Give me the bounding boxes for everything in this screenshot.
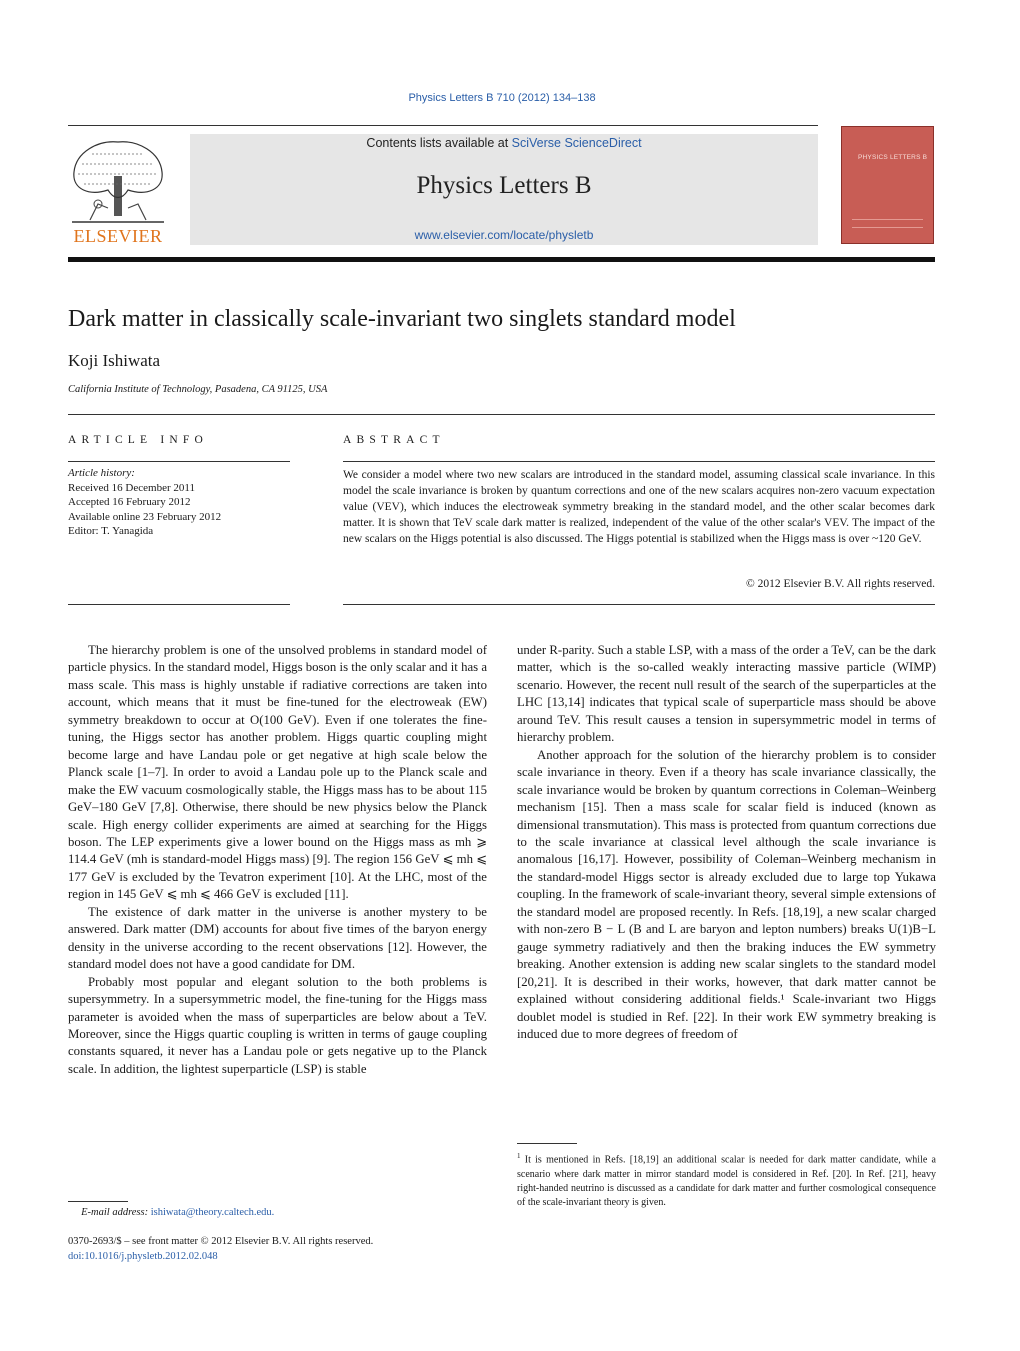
journal-cover-thumbnail[interactable] — [841, 126, 934, 244]
abstract-copyright: © 2012 Elsevier B.V. All rights reserved. — [746, 578, 935, 590]
editor: Editor: T. Yanagida — [68, 525, 154, 537]
issn-line: 0370-2693/$ – see front matter © 2012 Elsevier B.V. All rights reserved. — [68, 1236, 374, 1247]
email-rule — [68, 1201, 128, 1202]
elsevier-logo[interactable] — [68, 134, 168, 246]
contents-prefix: Contents lists available at — [366, 136, 512, 150]
abstract-top-rule — [343, 461, 935, 462]
author-affiliation: California Institute of Technology, Pasadena, CA 91125, USA — [68, 384, 328, 395]
contents-line — [190, 136, 818, 150]
doi-link[interactable]: doi:10.1016/j.physletb.2012.02.048 — [68, 1251, 218, 1262]
abstract-heading: ABSTRACT — [343, 434, 445, 446]
article-title: Dark matter in classically scale-invariant two singlets standard model — [68, 306, 736, 332]
cover-rule — [852, 227, 923, 228]
article-info-heading: ARTICLE INFO — [68, 434, 208, 446]
corresponding-email — [68, 1207, 274, 1218]
body-paragraph: The existence of dark matter in the universe is another mystery to be answered. Dark matter (DM) accounts for about five times of the baryon energy density in the universe according to the recent observations [12]. However, the standard model does not have a good candidate for DM. — [68, 904, 487, 972]
footnote-mark: 1 — [517, 1152, 521, 1160]
body-paragraph: The hierarchy problem is one of the unsolved problems in standard model of particle physics. In the standard model, Higgs boson is the only scalar and it has a mass scale. This mass is highly unstable if radiative corrections are taken into account, which means that it must be fine-tuned for the electroweak (EW) symmetry breakdown to occur at O(100 GeV). Even if one tolerates the fine-tuning, the Higgs sector has another problem. Higgs quartic coupling might become large and have Landau pole or get negative at high scale below the Planck scale [1–7]. In order to avoid a Landau pole up to the Planck scale and make the EW vacuum cosmologically stable, the Higgs mass has to be about 115 GeV–180 GeV [7,8]. Otherwise, there should be new physics below the Planck scale. High energy collider experiments are aimed at searching for the Higgs boson. The LEP experiments give a lower bound on the Higgs mass as mh ⩾ 114.4 GeV (mh is standard-model Higgs mass) [9]. The region 156 GeV ⩽ mh ⩽ 177 GeV is excluded by the Tevatron experiment [10]. At the LHC, most of the region in 145 GeV ⩽ mh ⩽ 466 GeV is excluded [11]. — [68, 643, 488, 902]
journal-title: Physics Letters B — [416, 172, 592, 199]
received-date: Received 16 December 2011 — [68, 481, 195, 494]
sciencedirect-link[interactable]: SciVerse ScienceDirect — [511, 136, 642, 150]
body-paragraph: Probably most popular and elegant solution to the both problems is supersymmetry. In a supersymmetric model, the fine-tuning for the Higgs mass parameter is avoided when the mass of superparticles are below about a TeV. Moreover, since the Higgs quartic coupling is written in terms of gauge coupling constants squared, it never has a Landau pole or gets negative up to the Planck scale. In addition, the lightest superparticle (LSP) is stable — [68, 974, 487, 1076]
cover-rule — [852, 219, 923, 220]
footnote — [517, 1149, 936, 1211]
tree-icon — [68, 134, 168, 226]
cover-title: PHYSICS LETTERS B — [858, 154, 928, 161]
journal-reference[interactable]: Physics Letters B 710 (2012) 134–138 — [408, 92, 596, 104]
body-column-right — [517, 642, 936, 1043]
body-paragraph: under R-parity. Such a stable LSP, with a mass of the order a TeV, can be the dark matter, which is the so-called weakly interacting massive particle (WIMP) scenario. However, the recent null result of the search of the superparticles at the LHC [13,14] indicates that typical scale of superparticle mass should be above around TeV. This result causes a tension in supersymmetric model in terms of hierarchy problem. — [517, 643, 936, 745]
header-top-rule — [68, 125, 818, 126]
body-paragraph: Another approach for the solution of the hierarchy problem is to consider scale invariance in theory. Even if a theory has scale invariance classically, the scale invariance would be broken by quantum corrections in Coleman–Weinberg mechanism [15]. Then a mass scale for scalar field is induced (known as dimensional transmutation). This mass is protected from quantum corrections due to the scale invariance at classical level although the scale invariance is anomalous [16,17]. However, possibility of Coleman–Weinberg mechanism in the standard-model Higgs sector is already excluded due to large top Yukawa coupling. In the framework of scale-invariant theory, several simple extensions of the standard model are proposed recently. In Refs. [18,19], a new scalar charged with non-zero B − L (B and L are baryon and lepton numbers) breaks U(1)B−L gauge symmetry radiatively and then the braking induces the EW symmetry breaking. Another extension is adding new scalar singlets to the standard model [20,21]. It is described in their works, however, that dark matter cannot be explained without considering additional fields.¹ Scale-invariant two Higgs doublet model is studied in Ref. [22]. In their work EW symmetry breaking is induced due to more degrees of freedom of — [517, 747, 936, 1041]
header-bottom-rule — [68, 257, 935, 262]
accepted-date: Accepted 16 February 2012 — [68, 496, 191, 508]
online-date: Available online 23 February 2012 — [68, 510, 222, 523]
article-info-bottom-rule — [68, 604, 290, 605]
article-history — [68, 466, 221, 539]
history-label: Article history: — [68, 467, 135, 479]
publication-info — [68, 1234, 373, 1264]
abstract-bottom-rule — [343, 604, 935, 605]
article-info-top-rule — [68, 461, 290, 462]
abstract-text: We consider a model where two new scalars are introduced in the standard model, assuming classical scale invariance. In this model the scale invariance is broken by quantum corrections and one of the new scalars acquires non-zero vacuum expectation value (VEV), which induces the electroweak symmetry breaking in the standard model, and the other scalar becomes dark matter. It is shown that TeV scale dark matter is realized, independent of the value of the other scalar's VEV. The impact of the new scalars on the Higgs potential is also discussed. The Higgs potential is stabilized when the Higgs mass is over ~120 GeV. — [343, 469, 935, 545]
article-author[interactable]: Koji Ishiwata — [68, 351, 161, 370]
body-column-left — [68, 642, 487, 1078]
journal-url-link[interactable]: www.elsevier.com/locate/physletb — [414, 228, 594, 242]
footnote-text: It is mentioned in Refs. [18,19] an additional scalar is needed for dark matter candidate, while a scenario where dark matter in mirror standard model is considered in Ref. [20]. In Ref. [21], heavy right-handed neutrino is discussed as a candidate for dark matter and further cosmological consequence of the scale-invariant theory is given. — [517, 1154, 937, 1209]
elsevier-wordmark: ELSEVIER — [73, 226, 163, 246]
footnote-rule — [517, 1143, 577, 1144]
section-divider — [68, 414, 935, 415]
journal-banner — [190, 134, 818, 245]
email-link[interactable]: ishiwata@theory.caltech.edu. — [150, 1207, 275, 1218]
email-label: E-mail address: — [81, 1207, 149, 1218]
